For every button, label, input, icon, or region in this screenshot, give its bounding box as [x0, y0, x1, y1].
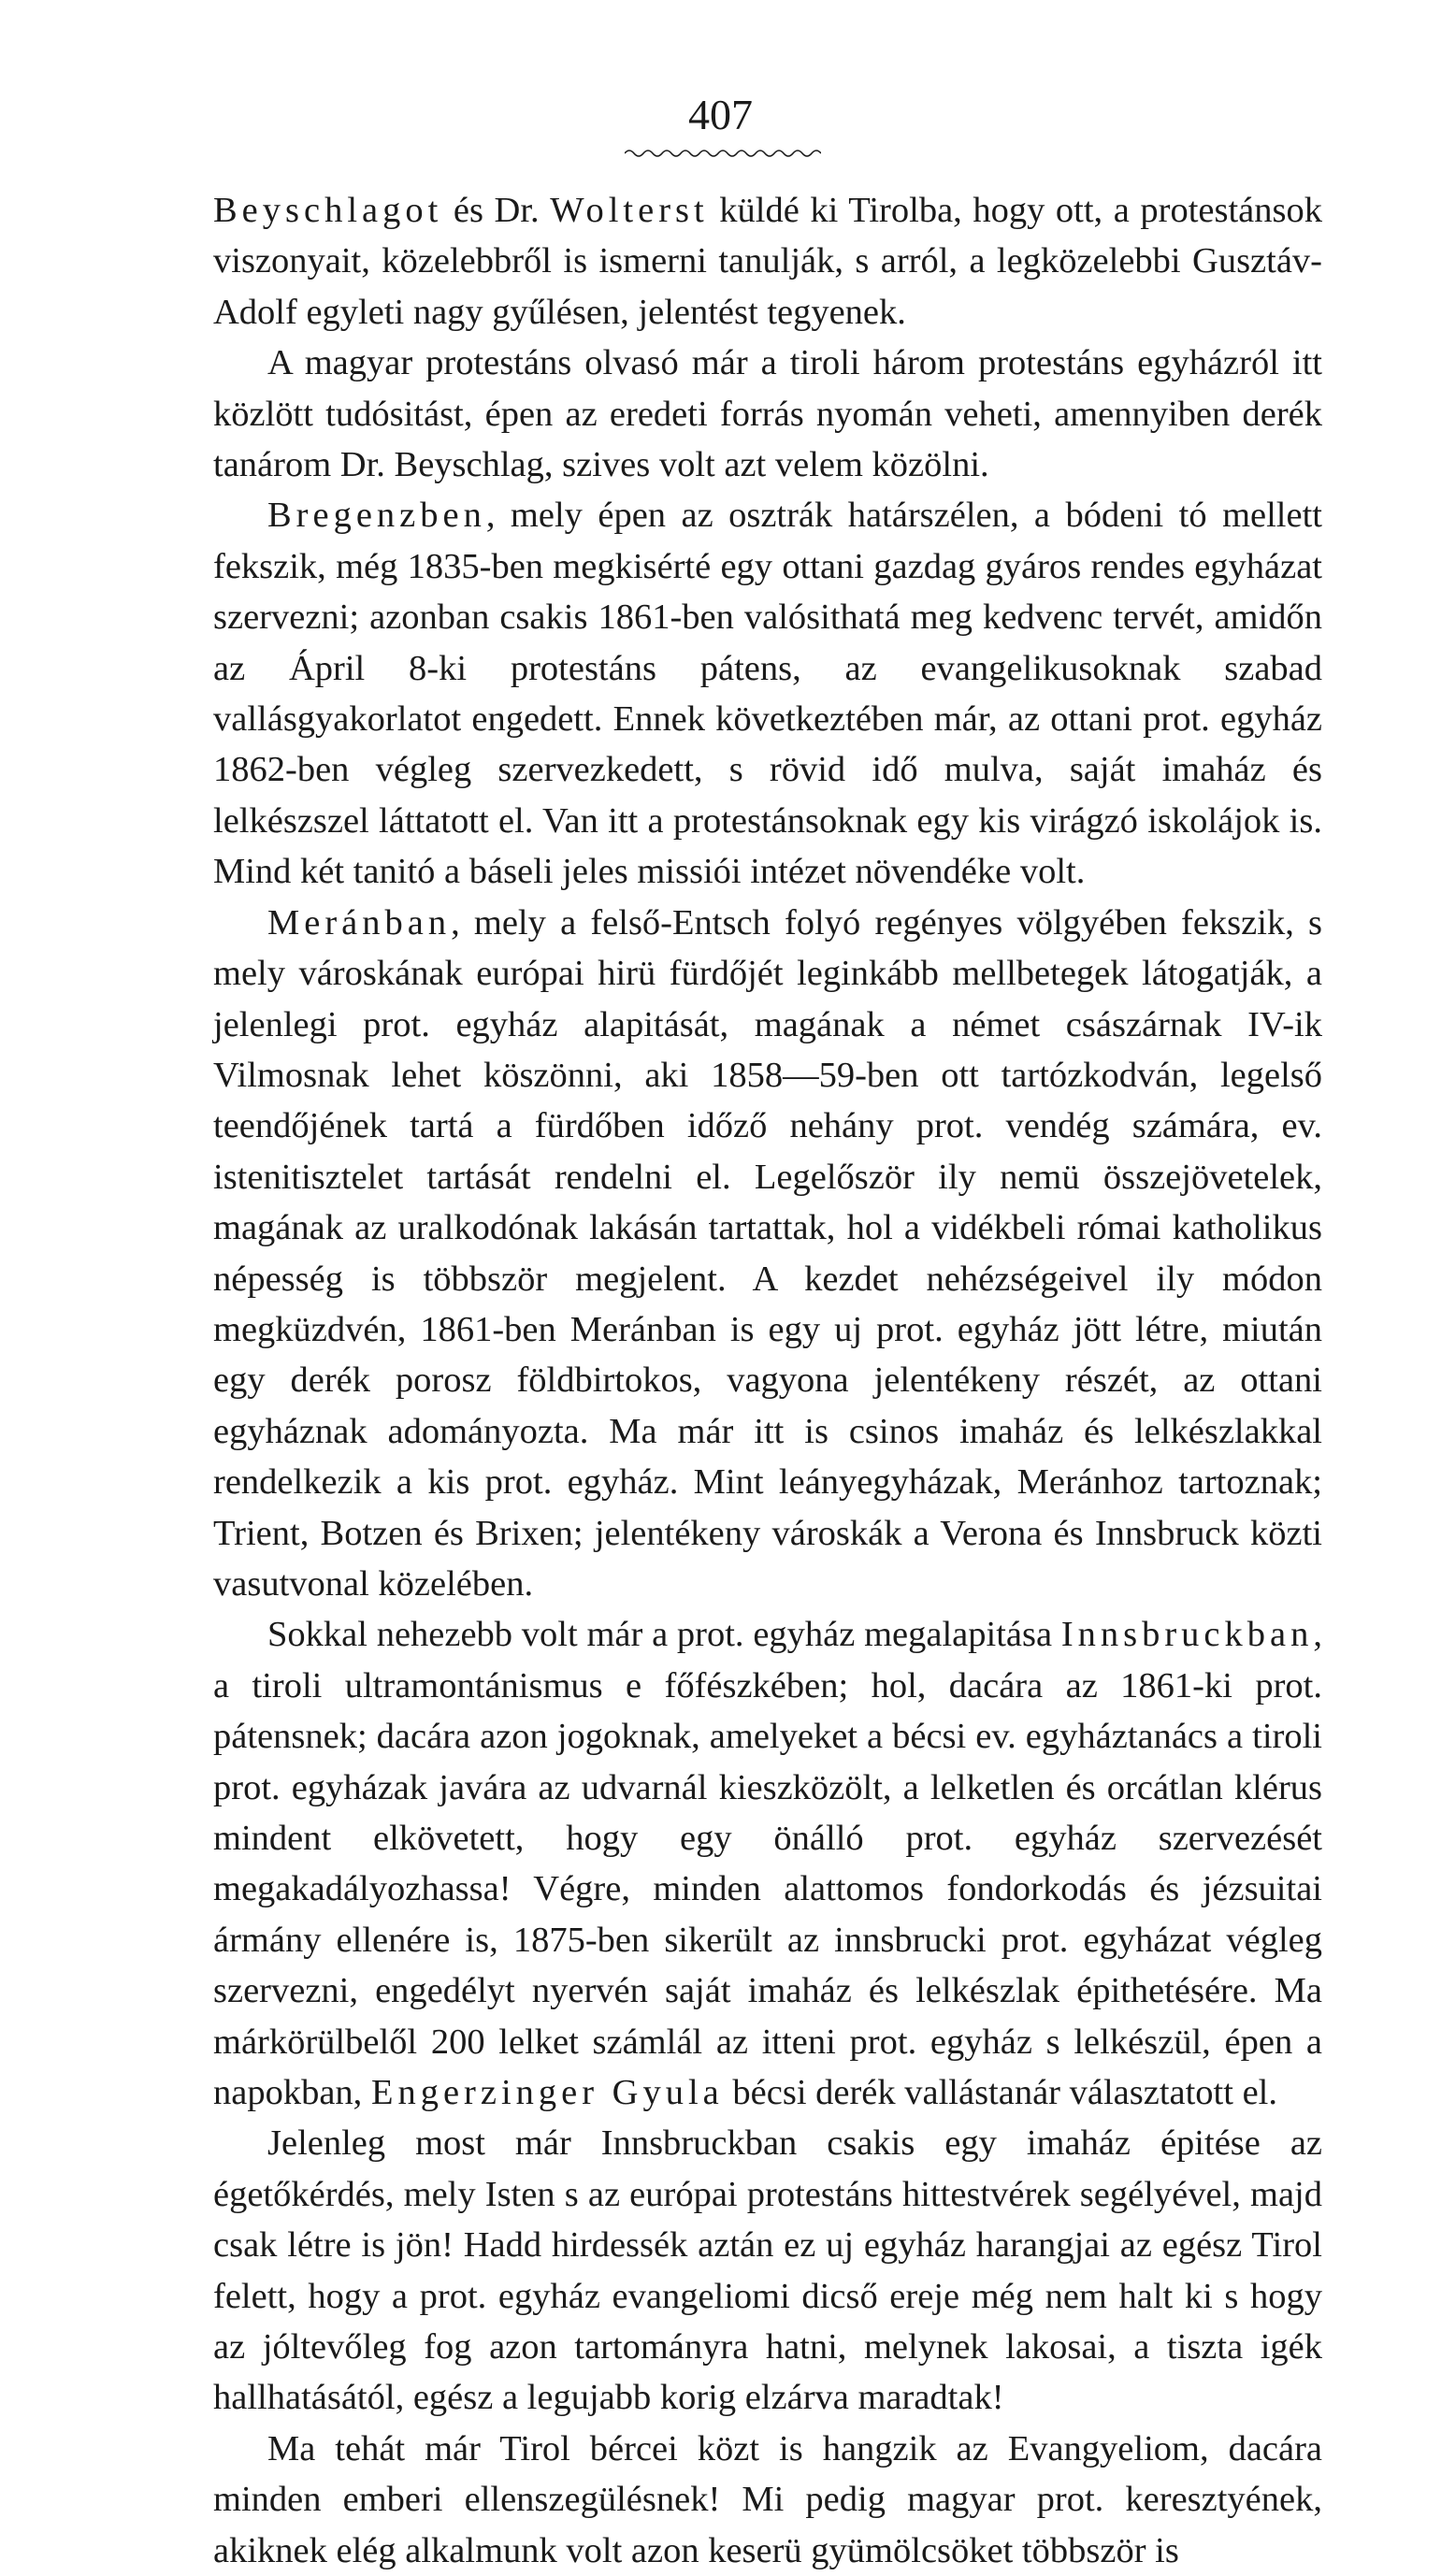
paragraph: [213, 1609, 1322, 2118]
paragraph-text: , mely épen az osztrák határszélen, a bódeni tó mellett fekszik, még 1835-ben megkisérté egy ottani gazdag gyáros rendes egyházat szervezni; azonban csakis 1861-ben valósithatá meg kedvenc tervét, amidőn az Ápril 8-ki protestáns pátens, az evangelikusoknak szabad vallásgyakorlatot engedett. Ennek következtében már, az ottani prot. egyház 1862-ben végleg szervezkedett, s rövid idő mulva, saját imaház és lelkészszel láttatott el. Van itt a protestánsoknak egy kis virágzó iskolájok is. Mind két tanitó a báseli jeles missiói intézet növendéke volt.: [213, 496, 1322, 892]
paragraph: [213, 2424, 1322, 2576]
paragraph: [213, 2118, 1322, 2423]
page-number: 407: [688, 91, 753, 138]
spaced-name-text: Engerzinger Gyula: [370, 2073, 724, 2113]
paragraph-text: Jelenleg most már Innsbruckban csakis egy imaház épitése az égetőkérdés, mely Isten s az európai protestáns hittestvérek segélyével, majd csak létre is jön! Hadd hirdessék aztán ez uj egyház harangjai az egész Tirol felett, hogy a prot. egyház evangeliomi dicső ereje még nem halt ki s hogy az jóltevőleg fog azon tartományra hatni, melynek lakosai, a tiszta igék hallhatásától, egész a legujabb korig elzárva maradtak!: [213, 2123, 1322, 2418]
wavy-rule-ornament: [625, 146, 821, 161]
paragraph: [213, 185, 1322, 338]
paragraph: [213, 338, 1322, 490]
paragraph-text: Ma tehát már Tirol bércei közt is hangzik az Evangyeliom, dacára minden emberi ellenszegülésnek! Mi pedig magyar prot. keresztyének, akiknek elég alkalmunk volt azon keserü gyümölcsöket többször is: [213, 2428, 1322, 2570]
paragraph-text: A magyar protestáns olvasó már a tiroli három protestáns egyházról itt közlött tudósitást, épen az eredeti forrás nyomán veheti, amennyiben derék tanárom Dr. Beyschlag, szives volt azt velem közölni.: [213, 343, 1322, 485]
page-header: [0, 90, 1441, 140]
spaced-name-text: Innsbruckban: [1060, 1615, 1314, 1655]
paragraph-text: bécsi derék vallástanár választatott el.: [723, 2073, 1277, 2113]
paragraph: [213, 490, 1322, 897]
paragraph-text: Sokkal nehezebb volt már a prot. egyház megalapitása: [267, 1615, 1061, 1655]
paragraph-text: küldé ki Tirolba, hogy ott, a protestánsok viszonyait, közelebbről is ismerni tanulják, s arról, a legközelebbi Gusztáv-Adolf egyleti nagy gyűlésen, jelentést tegyenek.: [213, 191, 1322, 332]
paragraph-text: , a tiroli ultramontánismus e főfészkében; hol, dacára az 1861-ki prot. pátensnek; dacára azon jogoknak, amelyeket a bécsi ev. egyháztanács a tiroli prot. egyházak javára az udvarnál kieszközölt, a lelketlen és orcátlan klérus mindent elkövetett, hogy egy önálló prot. egyház szervezését megakadályozhassa! Végre, minden alattomos fondorkodás és jézsuitai ármány ellenére is, 1875-ben sikerült az innsbrucki prot. egyházat végleg szervezni, engedélyt nyervén saját imaház és lelkészlak épithetésére. Ma márkörülbelől 200 lelket számlál az itteni prot. egyház s lelkészül, épen a napokban,: [213, 1615, 1322, 2113]
spaced-name-text: Beyschlagot: [213, 191, 443, 230]
paragraph: [213, 898, 1322, 1610]
paragraph-text: és Dr.: [442, 191, 551, 230]
spaced-name-text: Meránban: [267, 902, 452, 943]
spaced-name-text: Bregenzben: [267, 496, 486, 536]
paragraph-text: , mely a felső-Entsch folyó regényes völgyében fekszik, s mely városkának európai hirü fürdőjét leginkább mellbetegek látogatják, a jelenlegi prot. egyház alapitását, magának a német császárnak IV-ik Vilmosnak lehet köszönni, aki 1858—59-ben ott tartózkodván, legelső teendőjének tartá a fürdőben időző nehány prot. vendég számára, ev. istenitisztelet tartását rendelni el. Legelőször ily nemü összejövetelek, magának az uralkodónak lakásán tartattak, hol a vidékbeli római katholikus népesség is többször megjelent. A kezdet nehézségeivel ily módon megküzdvén, 1861-ben Meránban is egy uj prot. egyház jött létre, miután egy derék porosz földbirtokos, vagyona jelentékeny részét, az ottani egyháznak adományozta. Ma már itt is csinos imaház és lelkészlakkal rendelkezik a kis prot. egyház. Mint leányegyházak, Meránhoz tartoznak; Trient, Botzen és Brixen; jelentékeny városkák a Verona és Innsbruck közti vasutvonal közelében.: [213, 902, 1322, 1604]
text-body: [213, 185, 1322, 2576]
spaced-name-text: Wolterst: [550, 191, 709, 230]
